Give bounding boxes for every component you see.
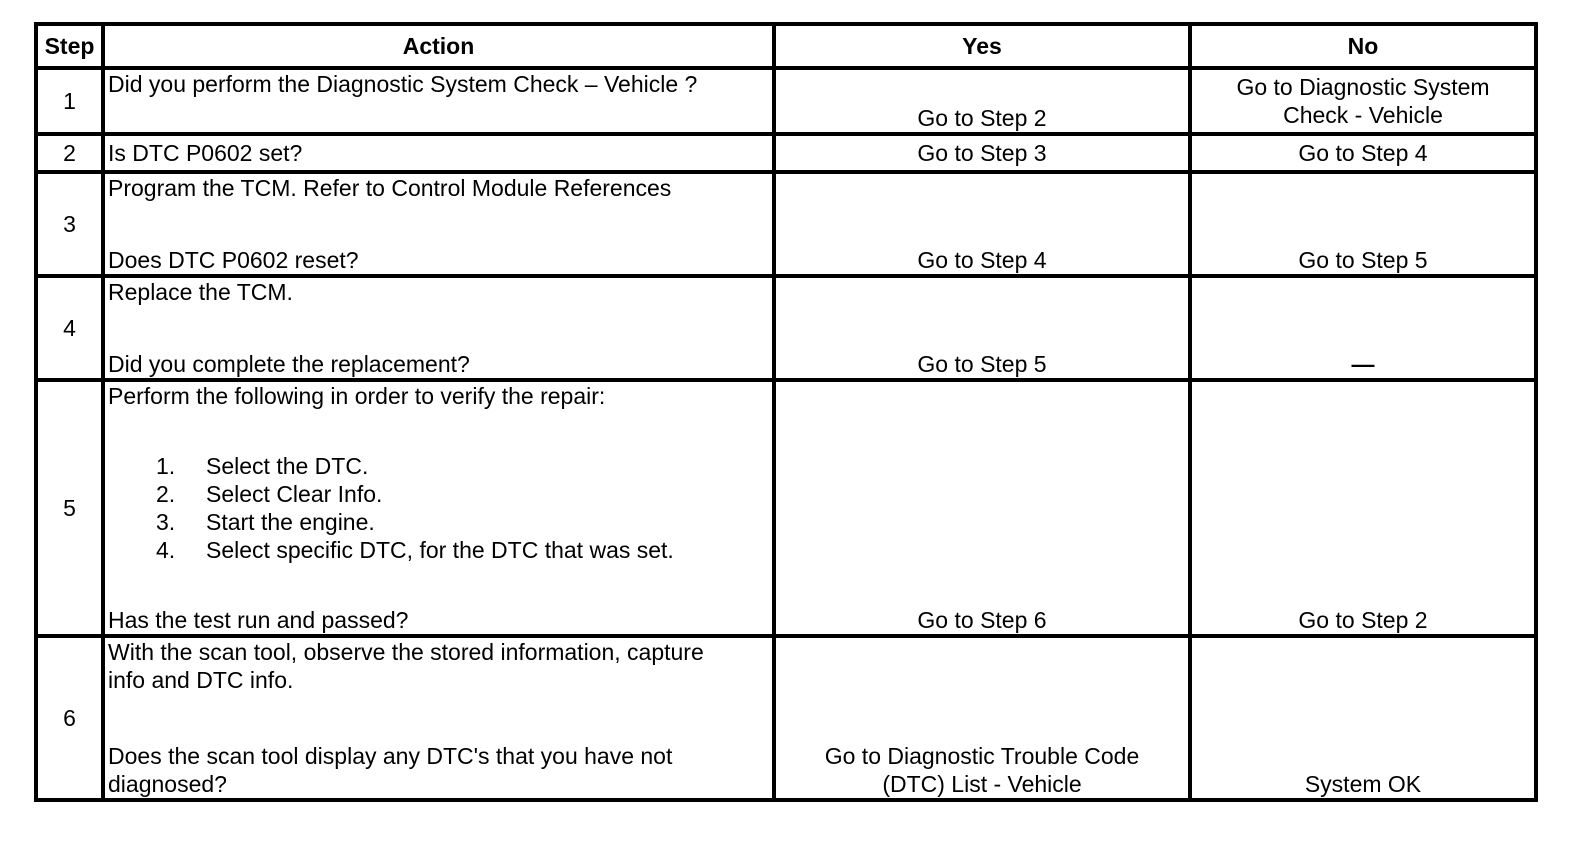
no-cell — [1190, 134, 1536, 172]
table-row — [36, 172, 1536, 276]
action-cell — [103, 276, 774, 380]
action-text-line2: info and DTC info. — [108, 667, 294, 693]
action-cell — [103, 636, 774, 800]
yes-link-line2[interactable]: (DTC) List - Vehicle — [882, 771, 1082, 797]
action-text: Program the TCM. Refer to Control Module References — [108, 175, 672, 201]
table-row — [36, 380, 1536, 636]
no-link-line2[interactable]: Check - Vehicle — [1283, 102, 1443, 128]
yes-link[interactable]: Go to Step 3 — [917, 140, 1047, 166]
yes-link[interactable]: Go to Step 5 — [917, 351, 1047, 377]
yes-link-line1[interactable]: Go to Diagnostic Trouble Code — [824, 743, 1140, 769]
substep-text: Select the DTC. — [206, 453, 369, 479]
action-cell — [103, 68, 774, 134]
yes-cell — [774, 134, 1190, 172]
substep-text: Select Clear Info. — [206, 481, 383, 507]
header-no: No — [1190, 24, 1536, 68]
step-number: 5 — [36, 380, 103, 636]
no-cell — [1190, 380, 1536, 636]
no-cell — [1190, 172, 1536, 276]
no-cell — [1190, 636, 1536, 800]
action-text-line1: With the scan tool, observe the stored information, capture — [108, 639, 704, 665]
action-cell — [103, 380, 774, 636]
table-row — [36, 134, 1536, 172]
yes-link[interactable]: Go to Step 2 — [917, 105, 1047, 131]
action-question: Has the test run and passed? — [108, 607, 409, 633]
header-step: Step — [36, 24, 103, 68]
list-item — [108, 508, 768, 536]
table-row — [36, 636, 1536, 800]
step-number: 3 — [36, 172, 103, 276]
substep-number: 2. — [156, 481, 176, 507]
action-text: Replace the TCM. — [108, 279, 293, 305]
table-row — [36, 276, 1536, 380]
no-cell — [1190, 276, 1536, 380]
step-number: 1 — [36, 68, 103, 134]
list-item — [108, 536, 768, 564]
substep-number: 3. — [156, 509, 176, 535]
action-question-line2: diagnosed? — [108, 771, 227, 797]
action-cell — [103, 172, 774, 276]
substep-number: 4. — [156, 537, 176, 563]
yes-cell — [774, 380, 1190, 636]
no-link[interactable]: Go to Step 4 — [1298, 140, 1428, 166]
no-cell — [1190, 68, 1536, 134]
header-yes: Yes — [774, 24, 1190, 68]
no-link-line1[interactable]: Go to Diagnostic System — [1236, 74, 1490, 100]
yes-link[interactable]: Go to Step 6 — [917, 607, 1047, 633]
action-cell — [103, 134, 774, 172]
substep-list — [108, 452, 768, 564]
diagnostic-table — [34, 22, 1538, 802]
action-question: Does DTC P0602 reset? — [108, 247, 359, 273]
substep-text: Select specific DTC, for the DTC that was set. — [206, 537, 674, 563]
header-action: Action — [103, 24, 774, 68]
table-header-row — [36, 24, 1536, 68]
action-text: Is DTC P0602 set? — [108, 140, 303, 166]
list-item — [108, 452, 768, 480]
no-link[interactable]: Go to Step 5 — [1298, 247, 1428, 273]
action-question: Did you complete the replacement? — [108, 351, 470, 377]
action-text: Perform the following in order to verify the repair: — [108, 383, 606, 409]
substep-number: 1. — [156, 453, 176, 479]
yes-cell — [774, 276, 1190, 380]
table-row — [36, 68, 1536, 134]
diagnostic-table-wrapper — [34, 22, 1534, 802]
action-question-line1: Does the scan tool display any DTC's that you have not — [108, 743, 673, 769]
action-text: Did you perform the Diagnostic System Check – Vehicle ? — [108, 71, 698, 97]
no-dash: — — [1351, 351, 1375, 377]
step-number: 2 — [36, 134, 103, 172]
yes-cell — [774, 172, 1190, 276]
no-link[interactable]: Go to Step 2 — [1298, 607, 1428, 633]
step-number: 6 — [36, 636, 103, 800]
yes-cell — [774, 68, 1190, 134]
yes-link[interactable]: Go to Step 4 — [917, 247, 1047, 273]
no-result: System OK — [1304, 771, 1422, 797]
list-item — [108, 480, 768, 508]
step-number: 4 — [36, 276, 103, 380]
substep-text: Start the engine. — [206, 509, 375, 535]
yes-cell — [774, 636, 1190, 800]
